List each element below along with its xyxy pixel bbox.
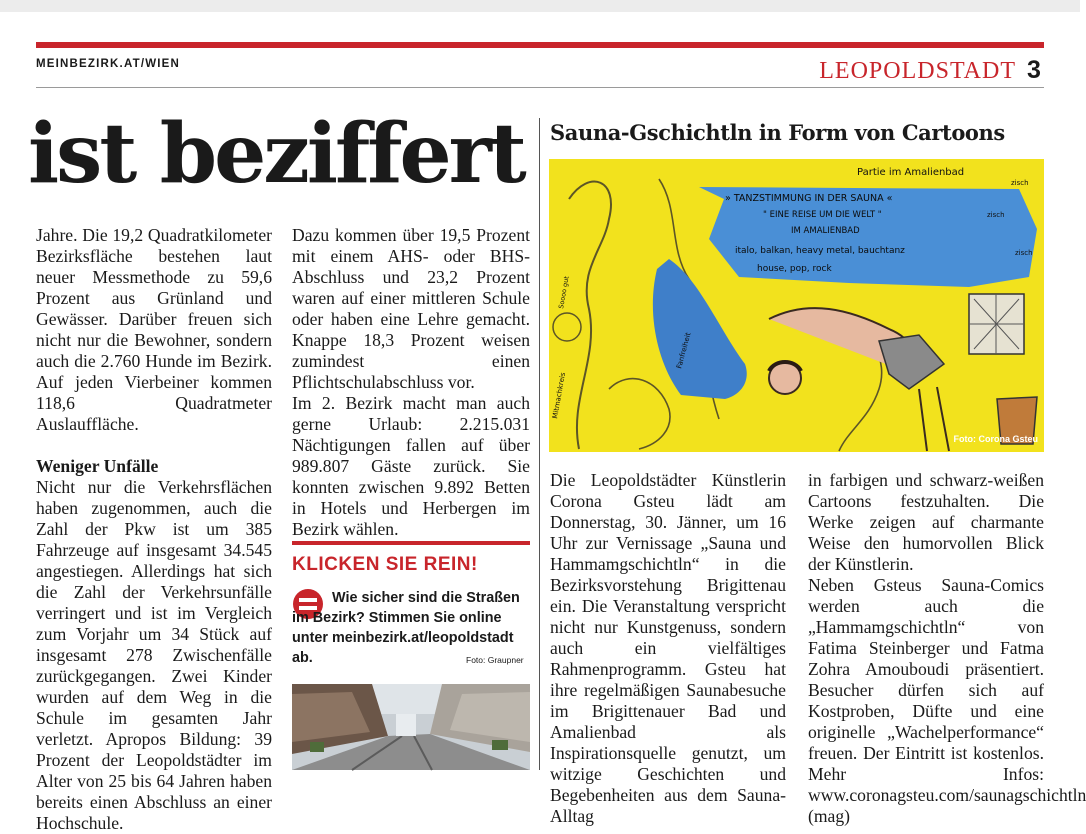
district-name: LEOPOLDSTADT	[819, 58, 1016, 84]
cartoon-text: zisch	[1015, 249, 1033, 257]
cartoon-text: Fanfreiheit	[675, 331, 693, 370]
headline: ist beziffert	[28, 106, 524, 202]
site-url: MEINBEZIRK.AT/WIEN	[36, 58, 181, 70]
article-column-3	[550, 470, 786, 827]
paragraph: Dazu kommen über 19,5 Prozent mit einem AHS- oder BHS-Abschluss und 23,2 Prozent waren auf einer mittleren Schule oder haben eine Lehre gemacht. Knappe 18,3 Prozent weisen zumindest einen Pflichtschulabschluss vor.	[292, 225, 530, 392]
street-photo	[292, 684, 530, 770]
promo-title[interactable]: KLICKEN SIE REIN!	[292, 554, 478, 575]
cartoon-text: Mitmachkreis	[551, 371, 568, 420]
cartoon-text: " EINE REISE UM DIE WELT "	[763, 210, 882, 220]
subheading-weniger-unfaelle: Weniger Unfälle	[36, 456, 159, 476]
promo-photo-credit: Foto: Graupner	[466, 655, 524, 665]
article-column-1	[36, 225, 272, 834]
promo-rule	[292, 541, 530, 545]
cartoon-image	[549, 159, 1044, 452]
header-divider	[36, 87, 1044, 88]
cartoon-text: Soooo gut	[557, 275, 571, 310]
paragraph: Im 2. Bezirk macht man auch gerne Urlaub: 2.215.031 Nächtigungen fallen auf über 989.807 Gäste zurück. Sie konnten zwischen 9.892 Betten in Hotels und Herbergen im Bezirk wählen.	[292, 393, 530, 539]
page-top-band	[0, 0, 1080, 12]
column-rule	[539, 118, 540, 770]
article-column-2	[292, 225, 530, 540]
header-red-rule	[36, 42, 1044, 48]
article-column-4	[808, 470, 1086, 827]
paragraph: in farbigen und schwarz-weißen Cartoons festzuhalten. Die Werke zeigen auf charmante Weise den humorvollen Blick der Künstlerin.	[808, 470, 1044, 574]
cartoon-text: Partie im Amalienbad	[857, 167, 965, 178]
cartoon-text: » TANZSTIMMUNG IN DER SAUNA «	[725, 193, 893, 204]
cartoon-text: IM AMALIENBAD	[791, 226, 860, 236]
cartoon-text: house, pop, rock	[757, 264, 832, 274]
cartoon-text: zisch	[987, 211, 1005, 219]
cartoon-text: zisch	[1011, 179, 1029, 187]
page-number: 3	[1027, 56, 1041, 84]
promo-text[interactable]: Wie sicher sind die Straßen im Bezirk? Stimmen Sie online unter meinbezirk.at/leopoldstadt ab.	[292, 590, 520, 666]
paragraph: Neben Gsteus Sauna-Comics werden auch die „Hammamgschichtln“ von Fatima Steinberger und Fatma Zohra Amouboudi präsentiert. Besucher dürfen sich auf Kostproben, Düfte und eine originelle „Wachelperformance“ freuen. Der Eintritt ist kostenlos. Mehr Infos: www.coronagsteu.com/saunagschichtln (mag)	[808, 575, 1086, 826]
image-credit: Foto: Corona Gsteu	[953, 434, 1038, 444]
paragraph: Nicht nur die Verkehrsflächen haben zugenommen, auch die Zahl der Pkw ist um 385 Fahrzeuge auf insgesamt 34.545 angestiegen. Allerdings hat sich die Zahl der Verkehrsunfälle verringert und ist im Vergleich zum Vorjahr um 34 Stück auf insgesamt 278 Zwischenfälle zurückgegangen. Zwei Kinder wurden auf dem Weg in die Schule im gesamten Jahr verletzt. Apropos Bildung: 39 Prozent der Leopoldstädter im Alter von 25 bis 64 Jahren haben bereits einen Abschluss an einer Hochschule.	[36, 477, 272, 833]
paragraph: Die Leopoldstädter Künstlerin Corona Gsteu lädt am Donnerstag, 30. Jänner, um 16 Uhr zur Vernissage „Sauna und Hammamgschichtln“ in die Bezirksvorstehung Brigittenau ein. Die Veranstaltung verspricht nicht nur Kunstgenuss, sondern auch ein vielfältiges Rahmenprogramm. Gsteu hat ihre regelmäßigen Saunabesuche im Brigittenauer Bad und Amalienbad als Inspirationsquelle genutzt, um witzige Geschichten und Begebenheiten aus dem Sauna-Alltag	[550, 470, 786, 826]
paragraph: Jahre. Die 19,2 Quadratkilometer Bezirksfläche bestehen laut neuer Messmethode zu 59,6 Prozent aus Grünland und Gewässer. Darüber freuen sich nicht nur die Bewohner, sondern auch die 2.760 Hunde im Bezirk. Auf jeden Vierbeiner kommen 118,6 Quadratmeter Auslauffläche.	[36, 225, 272, 434]
article-title: Sauna-Gschichtln in Form von Cartoons	[550, 120, 1005, 145]
cartoon-text: italo, balkan, heavy metal, bauchtanz	[735, 246, 905, 256]
